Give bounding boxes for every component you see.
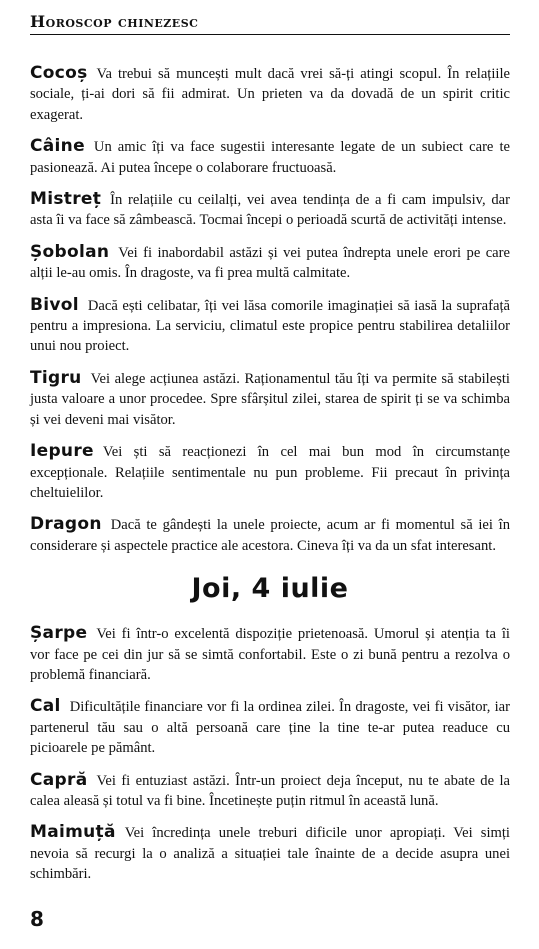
entry-iepure bbox=[30, 441, 510, 503]
entry-bivol bbox=[30, 295, 510, 357]
sign-name: Câine bbox=[30, 136, 85, 157]
entry-dragon bbox=[30, 514, 510, 556]
sign-name: Cal bbox=[30, 696, 61, 717]
entry-text: Vei ști să reacționezi în cel mai bun mod în circumstanțe excepționale. Relațiile sentimentale nu pun probleme. Fii precaut în privința cheltuielilor. bbox=[30, 444, 510, 501]
entry-text: Dacă te gândești la unele proiecte, acum ar fi momentul să iei în considerare și aspectele practice ale acestora. Cineva îți va da un sfat interesant. bbox=[30, 517, 510, 554]
date-heading: Joi, 4 iulie bbox=[191, 573, 349, 605]
page-number: 8 bbox=[30, 907, 44, 931]
entry-text: Un amic îți va face sugestii interesante legate de un subiect care te pasionează. Ai putea începe o colaborare fructuoasă. bbox=[30, 139, 510, 176]
sign-name: Tigru bbox=[30, 367, 82, 388]
sign-name: Mistreț bbox=[30, 189, 102, 210]
entry-text: Vei încredința unele treburi dificile unor apropiați. Vei simți nevoia să recurgi la o analiză a situației tale înainte de a decide asupra unei schimbări. bbox=[30, 825, 510, 883]
entry-capra bbox=[30, 770, 510, 812]
entry-sarpe bbox=[30, 623, 510, 685]
entry-caine bbox=[30, 136, 510, 178]
entry-text: Vei fi inabordabil astăzi și vei putea îndrepta unele erori pe care alții le-au omis. În dragoste, va fi prea multă calmitate. bbox=[30, 244, 510, 282]
entry-maimuta bbox=[30, 822, 510, 884]
entry-text: Dificultățile financiare vor fi la ordinea zilei. În dragoste, vei fi visător, iar partenerul tău sau o altă persoană care ține la tine te-ar putea readuce cu picioarele pe pământ. bbox=[30, 699, 510, 757]
sign-name: Cocoș bbox=[30, 63, 88, 83]
entry-cal bbox=[30, 696, 510, 758]
sign-name: Șarpe bbox=[30, 623, 88, 644]
entry-text: În relațiile cu ceilalți, vei avea tendința de a fi cam impulsiv, dar asta îi va face să zâmbească. Tocmai începi o perioadă scurtă de activități intense. bbox=[30, 192, 510, 229]
entry-text: Vei fi entuziast astăzi. Într-un proiect deja început, nu te abate de la calea aleasă și totul va fi bine. Încetinește puțin ritmul în această lună. bbox=[30, 772, 510, 809]
sign-name: Capră bbox=[30, 769, 88, 790]
sign-name: Iepure bbox=[30, 441, 94, 462]
entry-text: Vei alege acțiunea astăzi. Raționamentul tău îți va permite să stabilești justa valoare a unor procedee. Spre sfârșitul zilei, starea de spirit ți se va schimba și vei deveni mai visător. bbox=[30, 370, 510, 428]
sign-name: Maimuță bbox=[30, 822, 116, 843]
entry-sobolan bbox=[30, 242, 510, 284]
horoscope-entries bbox=[30, 63, 510, 896]
sign-name: Dragon bbox=[30, 514, 102, 535]
entry-cocos bbox=[30, 63, 510, 125]
entry-tigru bbox=[30, 368, 510, 430]
entry-mistret bbox=[30, 189, 510, 231]
entry-text: Dacă ești celibatar, îți vei lăsa comorile imaginației să iasă la suprafață pentru a impresiona. La serviciu, climatul este propice pentru stabilirea detaliilor unui nou proiect. bbox=[30, 297, 510, 355]
entry-text: Vei fi într-o excelentă dispoziție prietenoasă. Umorul și atenția ta îi vor face pe cei din jur să se simtă confortabil. Este o zi bună pentru a rezolva o problemă financiară. bbox=[30, 626, 510, 683]
sign-name: Șobolan bbox=[30, 241, 110, 262]
entry-text: Va trebui să muncești mult dacă vrei să-ți atingi scopul. În relațiile sociale, ți-ai dori să fii admirat. Un prieten va da dovadă de un spirit critic exagerat. bbox=[30, 66, 510, 123]
running-title: Horoscop chinezesc bbox=[30, 12, 510, 35]
sign-name: Bivol bbox=[30, 294, 79, 315]
